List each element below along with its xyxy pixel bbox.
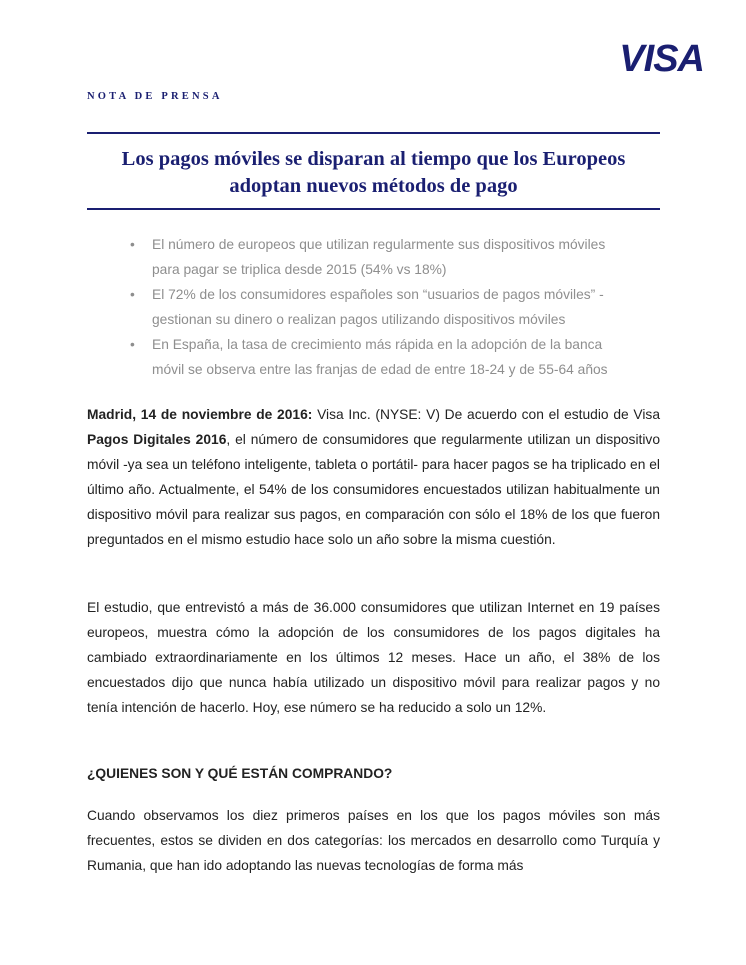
- paragraph-text: Visa Inc. (NYSE: V) De acuerdo con el estudio de Visa: [312, 407, 660, 422]
- highlight-item: [130, 282, 650, 332]
- highlight-line: En España, la tasa de crecimiento más rápida en la adopción de la banca: [152, 337, 603, 352]
- highlight-line: gestionan su dinero o realizan pagos utilizando dispositivos móviles: [152, 312, 566, 327]
- body-paragraph-3: Cuando observamos los diez primeros países en los que los pagos móviles son más frecuentes, estos se dividen en dos categorías: los mercados en desarrollo como Turquía y Rumania, que han ido adoptando las nuevas tecnologías de forma más: [87, 808, 660, 873]
- visa-logo: VISA: [619, 38, 704, 80]
- highlight-line: El 72% de los consumidores españoles son “usuarios de pagos móviles” -: [152, 287, 604, 302]
- body-paragraph-2: El estudio, que entrevistó a más de 36.000 consumidores que utilizan Internet en 19 países europeos, muestra cómo la adopción de los consumidores de los pagos digitales ha cambiado extraordinariamente en los últimos 12 meses. Hace un año, el 38% de los encuestados dijo que nunca había utilizado un dispositivo móvil para realizar pagos y no tenía intención de hacerlo. Hoy, ese número se ha reducido a solo un 12%.: [87, 600, 660, 715]
- headline-top-rule: [87, 132, 660, 134]
- bullet-icon: •: [130, 237, 135, 252]
- headline: [87, 146, 660, 200]
- dateline: Madrid, 14 de noviembre de 2016:: [87, 407, 313, 422]
- bullet-icon: •: [130, 337, 135, 352]
- paragraph-text: , el número de consumidores que regularmente utilizan un dispositivo móvil -ya sea un teléfono inteligente, tableta o portátil- para hacer pagos se ha triplicado en el último año. Actualmente, el 54% de los consumidores encuestados utilizan habitualmente un dispositivo móvil para realizar sus pagos, en comparación con sólo el 18% de los que fueron preguntados en el mismo estudio hace solo un año sobre la misma cuestión.: [87, 432, 660, 547]
- section-heading: ¿QUIENES SON Y QUÉ ESTÁN COMPRANDO?: [87, 766, 393, 781]
- highlight-line: móvil se observa entre las franjas de edad de entre 18-24 y de 55-64 años: [152, 362, 608, 377]
- bullet-icon: •: [130, 287, 135, 302]
- highlight-line: para pagar se triplica desde 2015 (54% vs 18%): [152, 262, 447, 277]
- highlight-item: [130, 332, 650, 382]
- highlights-list: [130, 232, 650, 382]
- press-release-label: NOTA DE PRENSA: [87, 91, 223, 102]
- highlight-line: El número de europeos que utilizan regularmente sus dispositivos móviles: [152, 237, 606, 252]
- highlight-item: [130, 232, 650, 282]
- body-paragraph-1: [87, 402, 660, 552]
- headline-bottom-rule: [87, 208, 660, 210]
- study-name: Pagos Digitales 2016: [87, 432, 227, 447]
- headline-line-1: Los pagos móviles se disparan al tiempo que los Europeos: [121, 148, 626, 170]
- headline-line-2: adoptan nuevos métodos de pago: [229, 175, 518, 197]
